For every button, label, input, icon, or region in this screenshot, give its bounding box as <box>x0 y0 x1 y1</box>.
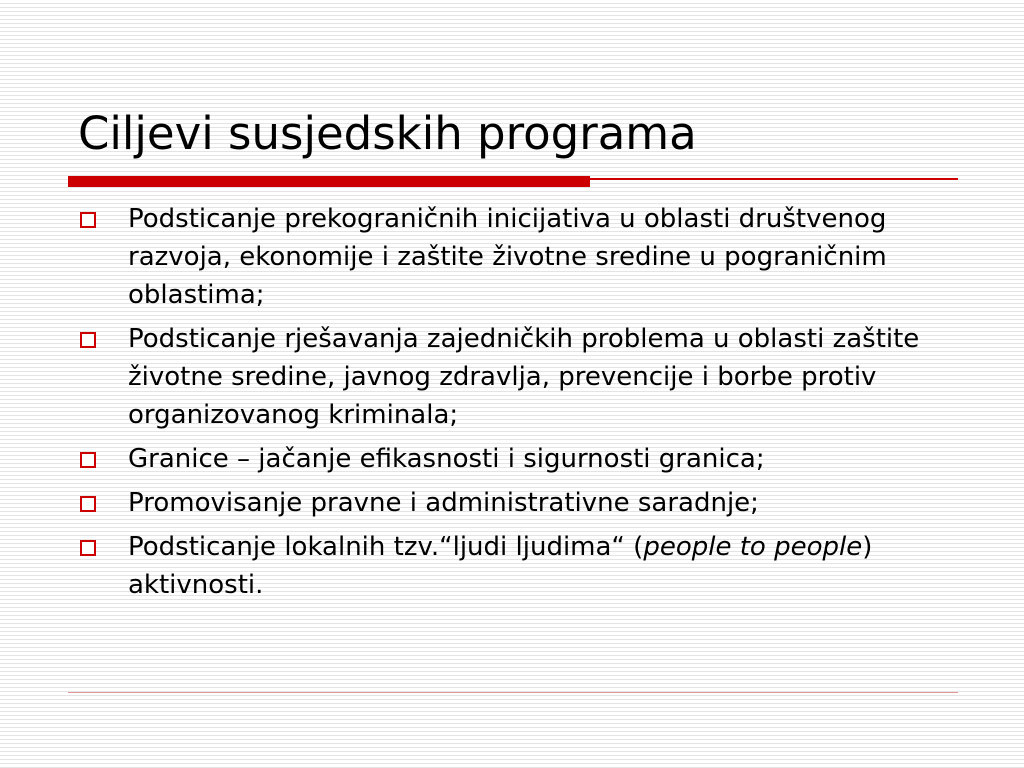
bullet-item <box>78 484 958 522</box>
hollow-square-bullet-icon <box>80 540 96 556</box>
bullet-text-before: Podsticanje lokalnih tzv.“ljudi ljudima“ ( <box>128 532 644 562</box>
bullet-item <box>78 528 958 604</box>
slide-title: Ciljevi susjedskih programa <box>78 107 697 160</box>
hollow-square-bullet-icon <box>80 452 96 468</box>
bullet-list <box>78 200 958 610</box>
bullet-text: Promovisanje pravne i administrativne saradnje; <box>128 488 759 518</box>
bullet-item <box>78 440 958 478</box>
bullet-item <box>78 200 958 314</box>
bullet-item <box>78 320 958 434</box>
title-underline-thin <box>590 178 958 180</box>
bottom-divider <box>68 692 958 693</box>
bullet-text: Podsticanje prekograničnih inicijativa u oblasti društvenog razvoja, ekonomije i zaštite životne sredine u pograničnim oblastima; <box>128 204 887 310</box>
bullet-text: Podsticanje rješavanja zajedničkih problema u oblasti zaštite životne sredine, javnog zdravlja, prevencije i borbe protiv organizovanog kriminala; <box>128 324 920 430</box>
title-underline-thick <box>68 176 590 187</box>
hollow-square-bullet-icon <box>80 332 96 348</box>
bullet-text-after: ) aktivnosti. <box>128 532 873 600</box>
hollow-square-bullet-icon <box>80 212 96 228</box>
bullet-text-italic: people to people <box>643 532 863 562</box>
hollow-square-bullet-icon <box>80 496 96 512</box>
bullet-text: Granice – jačanje efikasnosti i sigurnosti granica; <box>128 444 765 474</box>
